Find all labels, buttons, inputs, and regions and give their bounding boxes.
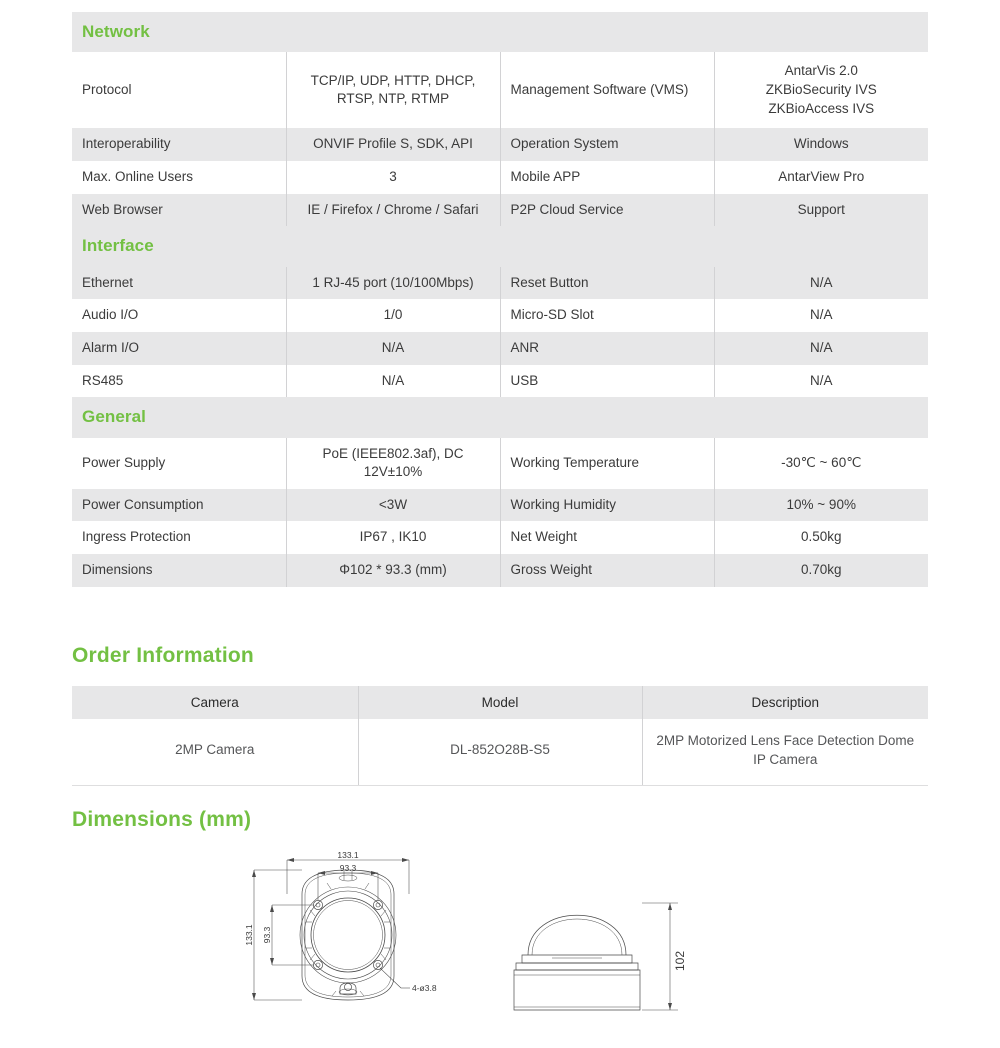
spec-label: Web Browser	[72, 194, 286, 227]
spec-label-secondary: Gross Weight	[500, 554, 714, 587]
table-row	[72, 128, 928, 161]
spec-value: 1 RJ-45 port (10/100Mbps)	[286, 267, 500, 300]
order-cell-model: DL-852O28B-S5	[358, 719, 642, 785]
spec-section-title: Network	[82, 22, 150, 41]
side-view-drawing	[492, 870, 722, 1048]
spec-label: Protocol	[72, 52, 286, 128]
table-row	[72, 299, 928, 332]
spec-section-header	[72, 226, 928, 266]
spec-section-title: Interface	[82, 236, 154, 256]
spec-label-secondary: P2P Cloud Service	[500, 194, 714, 227]
side-height-label: 102	[673, 950, 687, 972]
spec-value-secondary: AntarView Pro	[714, 161, 928, 194]
spec-value-secondary: N/A	[714, 267, 928, 300]
spec-label: Dimensions	[72, 554, 286, 587]
spec-label: Ethernet	[72, 267, 286, 300]
spec-label-secondary: Management Software (VMS)	[500, 52, 714, 128]
order-cell-description: 2MP Motorized Lens Face Detection Dome IP Camera	[642, 719, 928, 785]
spec-value: Φ102 * 93.3 (mm)	[286, 554, 500, 587]
spec-value: 1/0	[286, 299, 500, 332]
order-col-camera: Camera	[72, 686, 358, 719]
spec-section-title: General	[82, 407, 147, 427]
spec-value: N/A	[286, 332, 500, 365]
spec-value-secondary: -30℃ ~ 60℃	[714, 438, 928, 489]
table-row	[72, 719, 928, 785]
spec-label: Ingress Protection	[72, 521, 286, 554]
spec-value-secondary: Support	[714, 194, 928, 227]
spec-label-secondary: Working Temperature	[500, 438, 714, 489]
spec-value: 3	[286, 161, 500, 194]
table-row	[72, 489, 928, 522]
spec-value: IE / Firefox / Chrome / Safari	[286, 194, 500, 227]
spec-label: Audio I/O	[72, 299, 286, 332]
spec-value-secondary: N/A	[714, 332, 928, 365]
order-cell-camera: 2MP Camera	[72, 719, 358, 785]
specification-table	[72, 12, 928, 587]
spec-label: Alarm I/O	[72, 332, 286, 365]
table-row	[72, 554, 928, 587]
spec-value: PoE (IEEE802.3af), DC 12V±10%	[286, 438, 500, 489]
front-height-outer-label: 133.1	[244, 924, 254, 946]
spec-label-secondary: Operation System	[500, 128, 714, 161]
spec-section-header	[72, 12, 928, 52]
spec-label-secondary: Working Humidity	[500, 489, 714, 522]
front-height-inner-label: 93.3	[262, 926, 272, 944]
spec-label: Interoperability	[72, 128, 286, 161]
table-row	[72, 521, 928, 554]
order-table-header-row	[72, 686, 928, 719]
table-row	[72, 365, 928, 398]
spec-value: TCP/IP, UDP, HTTP, DHCP, RTSP, NTP, RTMP	[286, 52, 500, 128]
spec-value-secondary: 0.50kg	[714, 521, 928, 554]
spec-value-secondary: 0.70kg	[714, 554, 928, 587]
table-row	[72, 161, 928, 194]
table-row	[72, 52, 928, 128]
table-row	[72, 194, 928, 227]
order-col-description: Description	[642, 686, 928, 719]
order-information-title: Order Information	[72, 644, 254, 667]
spec-value-secondary: N/A	[714, 365, 928, 398]
spec-value: IP67 , IK10	[286, 521, 500, 554]
spec-value: N/A	[286, 365, 500, 398]
spec-value-secondary: Windows	[714, 128, 928, 161]
spec-label: RS485	[72, 365, 286, 398]
dimension-drawings	[72, 848, 928, 1033]
table-row	[72, 267, 928, 300]
spec-label-secondary: Mobile APP	[500, 161, 714, 194]
spec-value-secondary: AntarVis 2.0 ZKBioSecurity IVS ZKBioAccess IVS	[714, 52, 928, 128]
table-row	[72, 438, 928, 489]
spec-label-secondary: Reset Button	[500, 267, 714, 300]
spec-value: <3W	[286, 489, 500, 522]
spec-value-secondary: 10% ~ 90%	[714, 489, 928, 522]
spec-label-secondary: Micro-SD Slot	[500, 299, 714, 332]
spec-label-secondary: USB	[500, 365, 714, 398]
spec-label-secondary: ANR	[500, 332, 714, 365]
front-width-outer-label: 133.1	[337, 850, 359, 860]
order-col-model: Model	[358, 686, 642, 719]
spec-label: Max. Online Users	[72, 161, 286, 194]
front-hole-note-label: 4-ø3.8	[412, 983, 437, 993]
spec-label-secondary: Net Weight	[500, 521, 714, 554]
spec-label: Power Supply	[72, 438, 286, 489]
front-width-inner-label: 93.3	[339, 863, 357, 873]
dimensions-title: Dimensions (mm)	[72, 808, 252, 831]
spec-value-secondary: N/A	[714, 299, 928, 332]
spec-value: ONVIF Profile S, SDK, API	[286, 128, 500, 161]
table-row	[72, 332, 928, 365]
spec-section-header	[72, 397, 928, 437]
front-view-drawing	[244, 848, 474, 1033]
spec-label: Power Consumption	[72, 489, 286, 522]
order-information-table	[72, 686, 928, 786]
